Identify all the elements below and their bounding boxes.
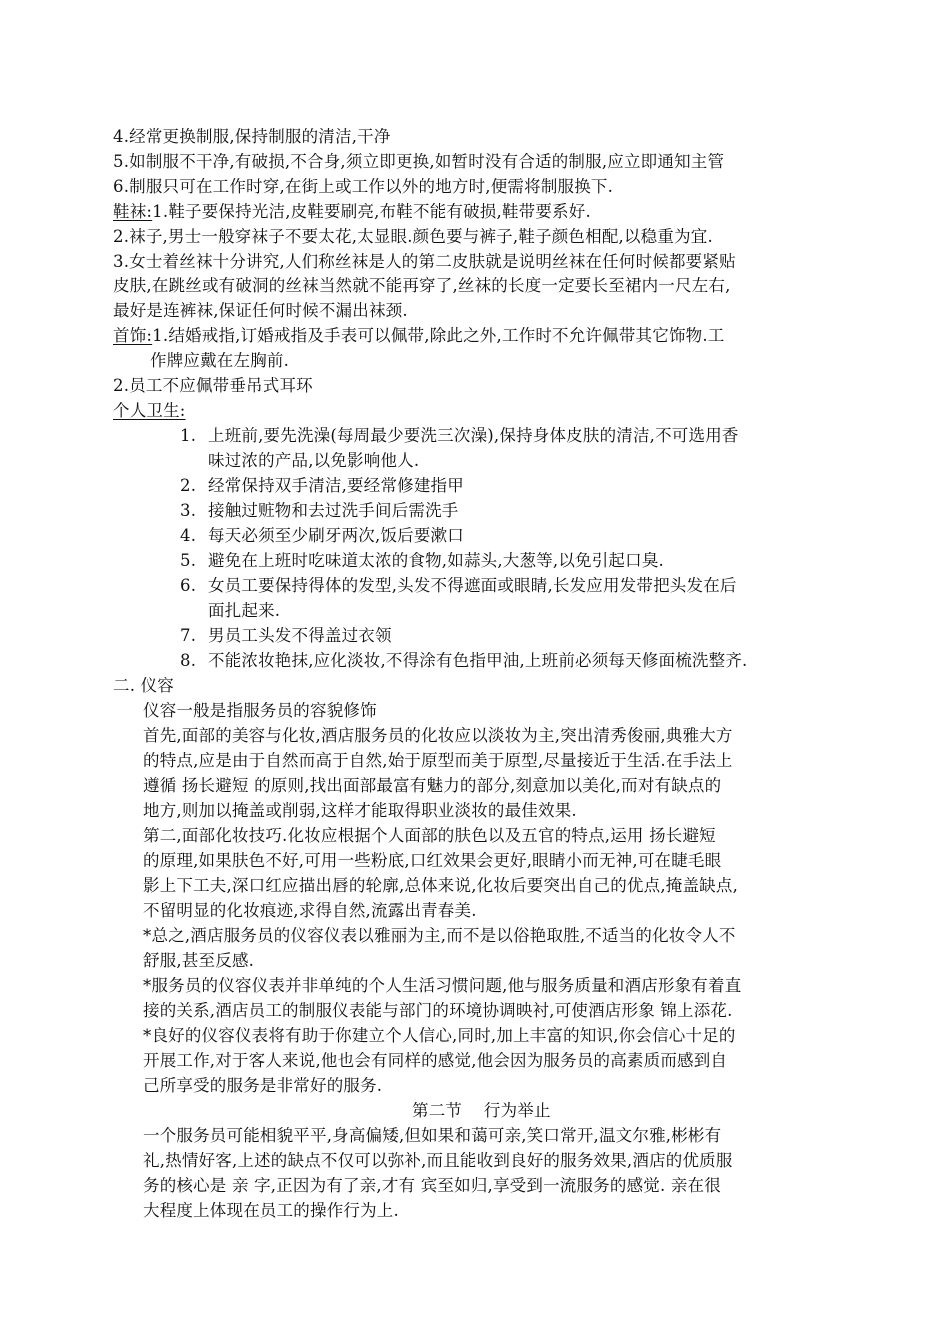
hygiene-item [180, 649, 747, 673]
appearance-p3-line: *总之,酒店服务员的仪容仪表以雅丽为主,而不是以俗艳取胜,不适当的化妆令人不 [143, 926, 736, 945]
behavior-p1-line: 务的核心是 亲 字,正因为有了亲,才有 宾至如归,享受到一流服务的感觉. 亲在很 [143, 1176, 721, 1195]
section-title: 第二节 行为举止 [412, 1101, 551, 1120]
hygiene-item-text: 女员工要保持得体的发型,头发不得遮面或眼睛,长发应用发带把头发在后 [208, 576, 737, 595]
hygiene-item-text: 不能浓妆艳抹,应化淡妆,不得涂有色指甲油,上班前必须每天修面梳洗整齐. [208, 651, 748, 670]
hygiene-item-number: 6. [180, 576, 197, 595]
hygiene-item-number: 7. [180, 626, 197, 645]
appearance-p5-line: 开展工作,对于客人来说,他也会有同样的感觉,他会因为服务员的高素质而感到自 [143, 1051, 728, 1070]
appearance-p4-line: 接的关系,酒店员工的制服仪表能与部门的环境协调映衬,可使酒店形象 锦上添花. [143, 1001, 733, 1020]
shoes-line-1 [113, 200, 591, 224]
hygiene-item-number: 8. [180, 651, 197, 670]
hygiene-item [180, 624, 392, 648]
shoes-line-1-text: 1.鞋子要保持光洁,皮鞋要刷亮,布鞋不能有破损,鞋带要系好. [152, 202, 591, 221]
hygiene-item-text: 上班前,要先洗澡(每周最少要洗三次澡),保持身体皮肤的清洁,不可选用香 [208, 426, 739, 445]
appearance-intro: 仪容一般是指服务员的容貌修饰 [143, 701, 377, 720]
stockings-line-3c: 最好是连裤袜,保证任何时候不漏出袜颈. [113, 301, 408, 320]
jewelry-line-1b: 作牌应戴在左胸前. [150, 351, 290, 370]
hygiene-item [180, 574, 737, 598]
appearance-p2-line: 第二,面部化妆技巧.化妆应根据个人面部的肤色以及五官的特点,运用 扬长避短 [143, 826, 716, 845]
appearance-p1-line: 的特点,应是由于自然而高于自然,始于原型而美于原型,尽量接近于生活.在手法上 [143, 751, 733, 770]
socks-line-2: 2.袜子,男士一般穿袜子不要太花,太显眼.颜色要与裤子,鞋子颜色相配,以稳重为宜. [113, 227, 713, 246]
appearance-p5-line: *良好的仪容仪表将有助于你建立个人信心,同时,加上丰富的知识,你会信心十足的 [143, 1026, 736, 1045]
hygiene-item-number: 5. [180, 551, 197, 570]
hygiene-item-number: 3. [180, 501, 197, 520]
appearance-p1-line: 遵循 扬长避短 的原则,找出面部最富有魅力的部分,刻意加以美化,而对有缺点的 [143, 776, 722, 795]
hygiene-item [180, 524, 464, 548]
stockings-line-3a: 3.女士着丝袜十分讲究,人们称丝袜是人的第二皮肤就是说明丝袜在任何时候都要紧贴 [113, 252, 736, 271]
hygiene-item [180, 499, 459, 523]
hygiene-item-number: 4. [180, 526, 197, 545]
hygiene-item-text: 经常保持双手清洁,要经常修建指甲 [208, 476, 464, 495]
hygiene-item-number: 2. [180, 476, 197, 495]
appearance-p1-line: 地方,则加以掩盖或削弱,这样才能取得职业淡妆的最佳效果. [143, 801, 577, 820]
jewelry-line-2: 2.员工不应佩带垂吊式耳环 [113, 376, 313, 395]
jewelry-line-1 [113, 324, 725, 348]
uniform-line-6: 6.制服只可在工作时穿,在街上或工作以外的地方时,便需将制服换下. [113, 177, 614, 196]
appearance-p2-line: 不留明显的化妆痕迹,求得自然,流露出青春美. [143, 901, 477, 920]
jewelry-line-1-text: 1.结婚戒指,订婚戒指及手表可以佩带,除此之外,工作时不允许佩带其它饰物.工 [152, 326, 725, 345]
shoes-socks-heading: 鞋袜: [113, 202, 153, 221]
hygiene-item [180, 424, 739, 448]
behavior-p1-line: 大程度上体现在员工的操作行为上. [143, 1201, 399, 1220]
behavior-p1-line: 礼,热情好客,上述的缺点不仅可以弥补,而且能收到良好的服务效果,酒店的优质服 [143, 1151, 733, 1170]
uniform-line-5: 5.如制服不干净,有破损,不合身,须立即更换,如暂时没有合适的制服,应立即通知主管 [113, 152, 725, 171]
behavior-p1-line: 一个服务员可能相貌平平,身高偏矮,但如果和蔼可亲,笑口常开,温文尔雅,彬彬有 [143, 1126, 722, 1145]
hygiene-item-text: 男员工头发不得盖过衣领 [208, 626, 392, 645]
hygiene-item-text: 接触过赃物和去过洗手间后需洗手 [208, 501, 459, 520]
hygiene-item [180, 474, 464, 498]
appearance-heading: 二. 仪容 [113, 676, 174, 695]
hygiene-item [180, 549, 664, 573]
hygiene-item-text: 每天必须至少刷牙两次,饭后要漱口 [208, 526, 464, 545]
uniform-line-4: 4.经常更换制服,保持制服的清洁,干净 [113, 127, 391, 146]
appearance-p2-line: 影上下工夫,深口红应描出唇的轮廓,总体来说,化妆后要突出自己的优点,掩盖缺点, [143, 876, 739, 895]
hygiene-item-continuation: 味过浓的产品,以免影响他人. [208, 451, 420, 470]
appearance-p2-line: 的原理,如果肤色不好,可用一些粉底,口红效果会更好,眼睛小而无神,可在睫毛眼 [143, 851, 722, 870]
appearance-p3-line: 舒服,甚至反感. [143, 951, 255, 970]
appearance-p4-line: *服务员的仪容仪表并非单纯的个人生活习惯问题,他与服务质量和酒店形象有着直 [143, 976, 742, 995]
hygiene-heading: 个人卫生: [113, 401, 186, 420]
hygiene-item-number: 1. [180, 426, 197, 445]
jewelry-heading: 首饰: [113, 326, 153, 345]
appearance-p1-line: 首先,面部的美容与化妆,酒店服务员的化妆应以淡妆为主,突出清秀俊丽,典雅大方 [143, 726, 733, 745]
appearance-p5-line: 己所享受的服务是非常好的服务. [143, 1076, 383, 1095]
hygiene-item-continuation: 面扎起来. [208, 601, 281, 620]
hygiene-item-text: 避免在上班时吃味道太浓的食物,如蒜头,大葱等,以免引起口臭. [208, 551, 664, 570]
stockings-line-3b: 皮肤,在跳丝或有破洞的丝袜当然就不能再穿了,丝袜的长度一定要长至裙内一尺左右, [113, 276, 731, 295]
